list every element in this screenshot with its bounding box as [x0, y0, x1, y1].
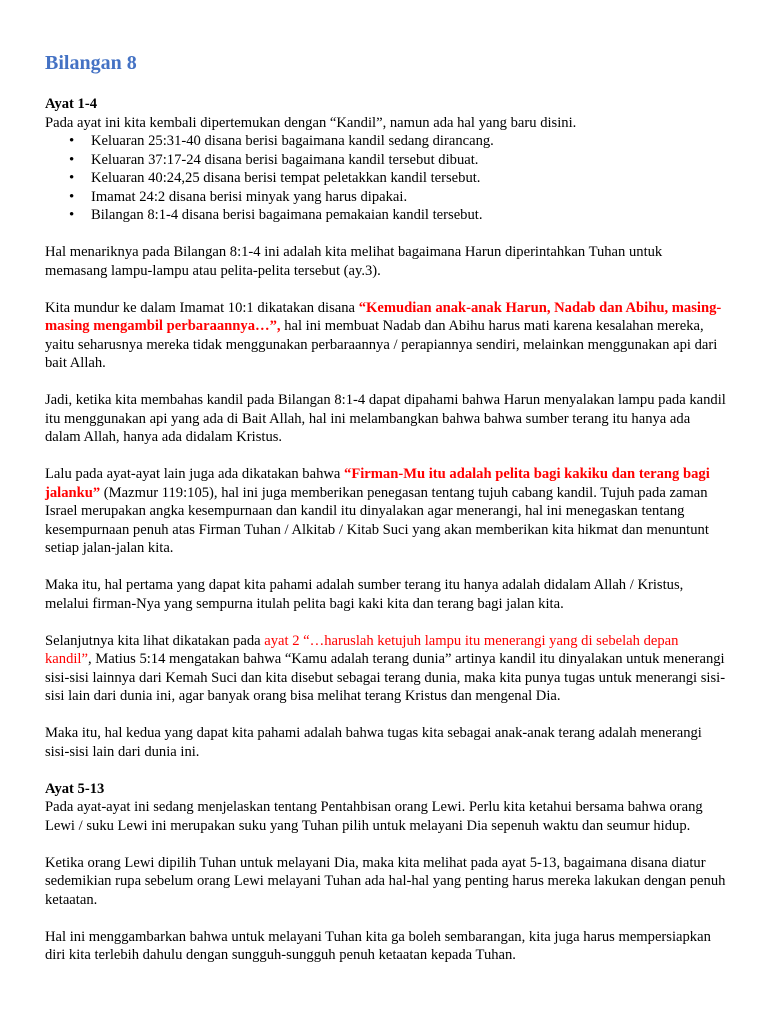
- paragraph-text: Selanjutnya kita lihat dikatakan pada: [45, 632, 265, 649]
- highlighted-quote: “Firman-Mu itu adalah pelita bagi kakiku dan terang bagi jalanku”: [45, 466, 710, 501]
- paragraph-ayat-2: [45, 632, 728, 706]
- paragraph: Hal ini menggambarkan bahwa untuk melayani Tuhan kita ga boleh sembarangan, kita juga harus mempersiapkan diri kita terlebih dahulu dengan sungguh-sungguh penuh ketaatan kepada Tuhan.: [45, 928, 711, 963]
- list-item: • Imamat 24:2 disana berisi minyak yang harus dipakai.: [91, 188, 728, 207]
- paragraph-text: (Mazmur 119:105), hal ini juga memberikan penegasan tentang tujuh cabang kandil. Tujuh pada zaman Israel merupakan angka kesempurnaan dan kandil itu dinyalakan agar menerangi, hal ini menegaskan tentang kesempurnaan penuh atas Firman Tuhan / Alkitab / Kitab Suci yang akan memberikan kita hikmat dan menuntunt setiap jalan-jalan kita.: [45, 484, 709, 556]
- section-heading-ayat-1-4: Ayat 1-4: [45, 96, 98, 112]
- paragraph: Pada ayat-ayat ini sedang menjelaskan tentang Pentahbisan orang Lewi. Perlu kita ketahui bersama bahwa orang Lewi / suku Lewi ini merupakan suku yang Tuhan pilih untuk melayani Dia sepenuh waktu dan seumur hidup.: [45, 799, 703, 834]
- paragraph: Ketika orang Lewi dipilih Tuhan untuk melayani Dia, maka kita melihat pada ayat 5-13, bagaimana disana diatur sedemikian rupa sebelum orang Lewi melayani Tuhan ada hal-hal yang penting harus mereka lakukan dengan penuh ketaatan.: [45, 854, 726, 908]
- paragraph-mazmur: [45, 465, 728, 558]
- reference-list: [45, 132, 728, 225]
- paragraph-text: , Matius 5:14 mengatakan bahwa “Kamu adalah terang dunia” artinya kandil itu dinyalakan untuk menerangi sisi-sisi lainnya dari Kemah Suci dan kita disebut sebagai terang dunia, maka kita punya tugas untuk menerangi sisi-sisi lain dari dunia ini, agar banyak orang bisa melihat terang Kristus dan mengenal Dia.: [45, 651, 726, 704]
- document-title: Bilangan 8: [45, 52, 137, 74]
- paragraph: Hal menariknya pada Bilangan 8:1-4 ini adalah kita melihat bagaimana Harun diperintahkan Tuhan untuk memasang lampu-lampu atau pelita-pelita tersebut (ay.3).: [45, 244, 663, 279]
- paragraph: Maka itu, hal pertama yang dapat kita pahami adalah sumber terang itu hanya adalah didalam Allah / Kristus, melalui firman-Nya yang sempurna itulah pelita bagi kaki kita dan terang bagi jalan kita.: [45, 577, 684, 612]
- list-item: • Keluaran 40:24,25 disana berisi tempat peletakkan kandil tersebut.: [91, 169, 728, 188]
- list-item: • Keluaran 25:31-40 disana berisi bagaimana kandil sedang dirancang.: [91, 132, 728, 151]
- highlighted-quote: “Kemudian anak-anak Harun, Nadab dan Abihu, masing-masing mengambil perbaraannya…”,: [45, 299, 722, 334]
- list-item: • Keluaran 37:17-24 disana berisi bagaimana kandil tersebut dibuat.: [91, 151, 728, 170]
- paragraph: Jadi, ketika kita membahas kandil pada Bilangan 8:1-4 dapat dipahami bahwa Harun menyalakan lampu pada kandil itu menggunakan api yang ada di Bait Allah, hal ini melambangkan bahwa bahwa sumber terang itu hanya ada dalam Allah, hanya ada didalam Kristus.: [45, 392, 726, 445]
- section-heading-ayat-5-13: Ayat 5-13: [45, 780, 105, 797]
- paragraph: Maka itu, hal kedua yang dapat kita pahami adalah bahwa tugas kita sebagai anak-anak terang adalah menerangi sisi-sisi lain dari dunia ini.: [45, 725, 702, 760]
- paragraph-text: Kita mundur ke dalam Imamat 10:1 dikatakan disana: [45, 299, 359, 316]
- paragraph-text: hal ini membuat Nadab dan Abihu harus mati karena kesalahan mereka, yaitu seharusnya mereka tidak menggunakan perbaraannya / perapiannya sendiri, melainkan menggunakan api dari bait Allah.: [45, 318, 718, 371]
- paragraph-imamat: [45, 299, 728, 373]
- highlighted-quote: ayat 2 “…haruslah ketujuh lampu itu menerangi yang di sebelah depan kandil”: [45, 632, 679, 667]
- list-item: • Bilangan 8:1-4 disana berisi bagaimana pemakaian kandil tersebut.: [91, 206, 728, 225]
- section1-intro: Pada ayat ini kita kembali dipertemukan dengan “Kandil”, namun ada hal yang baru disini.: [45, 114, 577, 131]
- paragraph-text: Lalu pada ayat-ayat lain juga ada dikatakan bahwa: [45, 466, 345, 482]
